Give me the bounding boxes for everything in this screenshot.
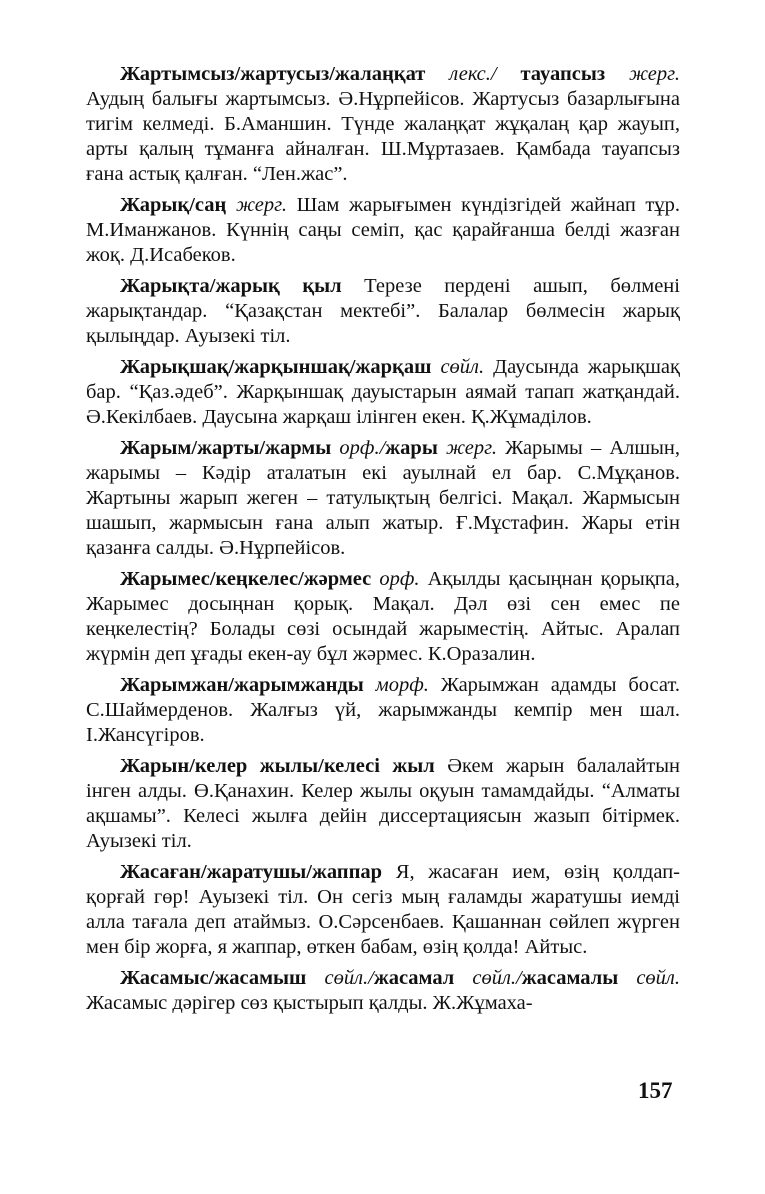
entry-text: Даусында жарықшақ бар. “Қаз.әдеб”. Жарқыншақ дауыстарын аямай тапап жатқандай. Ә.Кекілбаев. Даусына жарқаш ілінген екен. Қ.Жұмаділов. xyxy=(86,356,680,428)
headword: Жасаған/жаратушы/жаппар xyxy=(120,861,383,883)
headword: тауапсыз xyxy=(496,63,606,85)
headword: Жарымес/кеңкелес/жәрмес xyxy=(120,568,372,590)
headword: Жартымсыз/жартусыз/жалаңқат xyxy=(120,63,426,85)
headword: жасамалы xyxy=(521,967,619,989)
entry-text: Шам жарығымен күндізгідей жайнап тұр. М.Иманжанов. Күннің саңы семіп, қас қарайғанша белді жазған жоқ. Д.Исабеков. xyxy=(86,194,681,266)
usage-label: орф./ xyxy=(331,437,386,459)
page-number: 157 xyxy=(638,1078,673,1103)
usage-label: жерг. xyxy=(226,194,287,216)
dictionary-entry xyxy=(86,193,680,268)
dictionary-entry xyxy=(86,274,680,349)
usage-label: жерг. xyxy=(437,437,497,459)
dictionary-entry xyxy=(86,860,680,960)
headword: Жарым/жарты/жармы xyxy=(120,437,332,459)
headword: жары xyxy=(385,437,438,459)
dictionary-entry xyxy=(86,355,680,430)
entry-text: Жарымжан адамды босат. С.Шаймерденов. Жалғыз үй, жарымжанды кемпір мен шал. І.Жансүгіров. xyxy=(86,674,681,746)
entry-text: Әкем жарын балалайтын інген алды. Ө.Қанахин. Келер жылы оқуын тамамдайды. “Алматы ақшамы”. Келесі жылға дейін диссертациясын жазып бітірмек. Ауызекі тіл. xyxy=(86,755,680,852)
entry-text: Я, жасаған ием, өзің қолдап-қорғай гөр! Ауызекі тіл. Он сегіз мың ғаламды жаратушы иемді алла тағала деп атаймыз. О.Сәрсенбаев. Қашаннан сөйлеп жүрген мен бір жорға, я жаппар, өткен бабам, өзің қолда! Айтыс. xyxy=(86,861,680,958)
dictionary-entry xyxy=(86,754,680,854)
usage-label: сөйл./ xyxy=(306,967,374,989)
headword: Жарықта/жарық қыл xyxy=(120,275,342,297)
headword: Жарын/келер жылы/келесі жыл xyxy=(120,755,435,777)
entry-text: Жарымы – Алшын, жарымы – Кәдір аталатын екі ауылнай ел бар. С.Мұқанов. Жартыны жарып жеген – татулықтың белгісі. Мақал. Жармысын шашып, жармысын ғана алып жатыр. Ғ.Мұстафин. Жары етін қазанға салды. Ә.Нұрпейісов. xyxy=(86,437,681,559)
headword: Жарымжан/жарымжанды xyxy=(120,674,364,696)
dictionary-entry xyxy=(86,966,680,1016)
dictionary-entry xyxy=(86,673,680,748)
dictionary-entry xyxy=(86,436,680,561)
dictionary-entry xyxy=(86,567,680,667)
headword: Жарықшақ/жарқыншақ/жарқаш xyxy=(120,356,432,378)
headword: Жарық/саң xyxy=(120,194,227,216)
usage-label: жерг. xyxy=(605,63,680,85)
dictionary-entry xyxy=(86,62,680,187)
usage-label: сөйл. xyxy=(431,356,485,378)
entry-text: Терезе пердені ашып, бөлмені жарықтандар. “Қазақстан мектебі”. Балалар бөлмесін жарық қылыңдар. Ауызекі тіл. xyxy=(86,275,680,347)
entries-column xyxy=(86,62,680,1022)
headword: жасамал xyxy=(373,967,455,989)
usage-label: лекс./ xyxy=(425,63,497,85)
usage-label: орф. xyxy=(371,568,420,590)
entry-text: Ақылды қасыңнан қорықпа, Жарымес досыңнан қорық. Мақал. Дәл өзі сен емес пе кеңкелестің? Болады сөзі осындай жарыместің. Айтыс. Аралап жүрмін деп ұғады екен-ау бұл жәрмес. К.Оразалин. xyxy=(86,568,680,665)
usage-label: морф. xyxy=(363,674,429,696)
usage-label: сөйл. xyxy=(618,967,680,989)
entry-text: Жасамыс дәрігер сөз қыстырып қалды. Ж.Жұмаха- xyxy=(86,992,533,1014)
entry-text: Аудың балығы жартымсыз. Ә.Нұрпейісов. Жартусыз базарлығына тигім келмеді. Б.Аманшин. Түнде жалаңқат жұқалаң қар жауып, арты қалың тұманға айналған. Ш.Мұртазаев. Қамбада тауапсыз ғана астық қалған. “Лен.жас”. xyxy=(86,88,680,185)
headword: Жасамыс/жасамыш xyxy=(120,967,307,989)
usage-label: сөйл./ xyxy=(454,967,522,989)
